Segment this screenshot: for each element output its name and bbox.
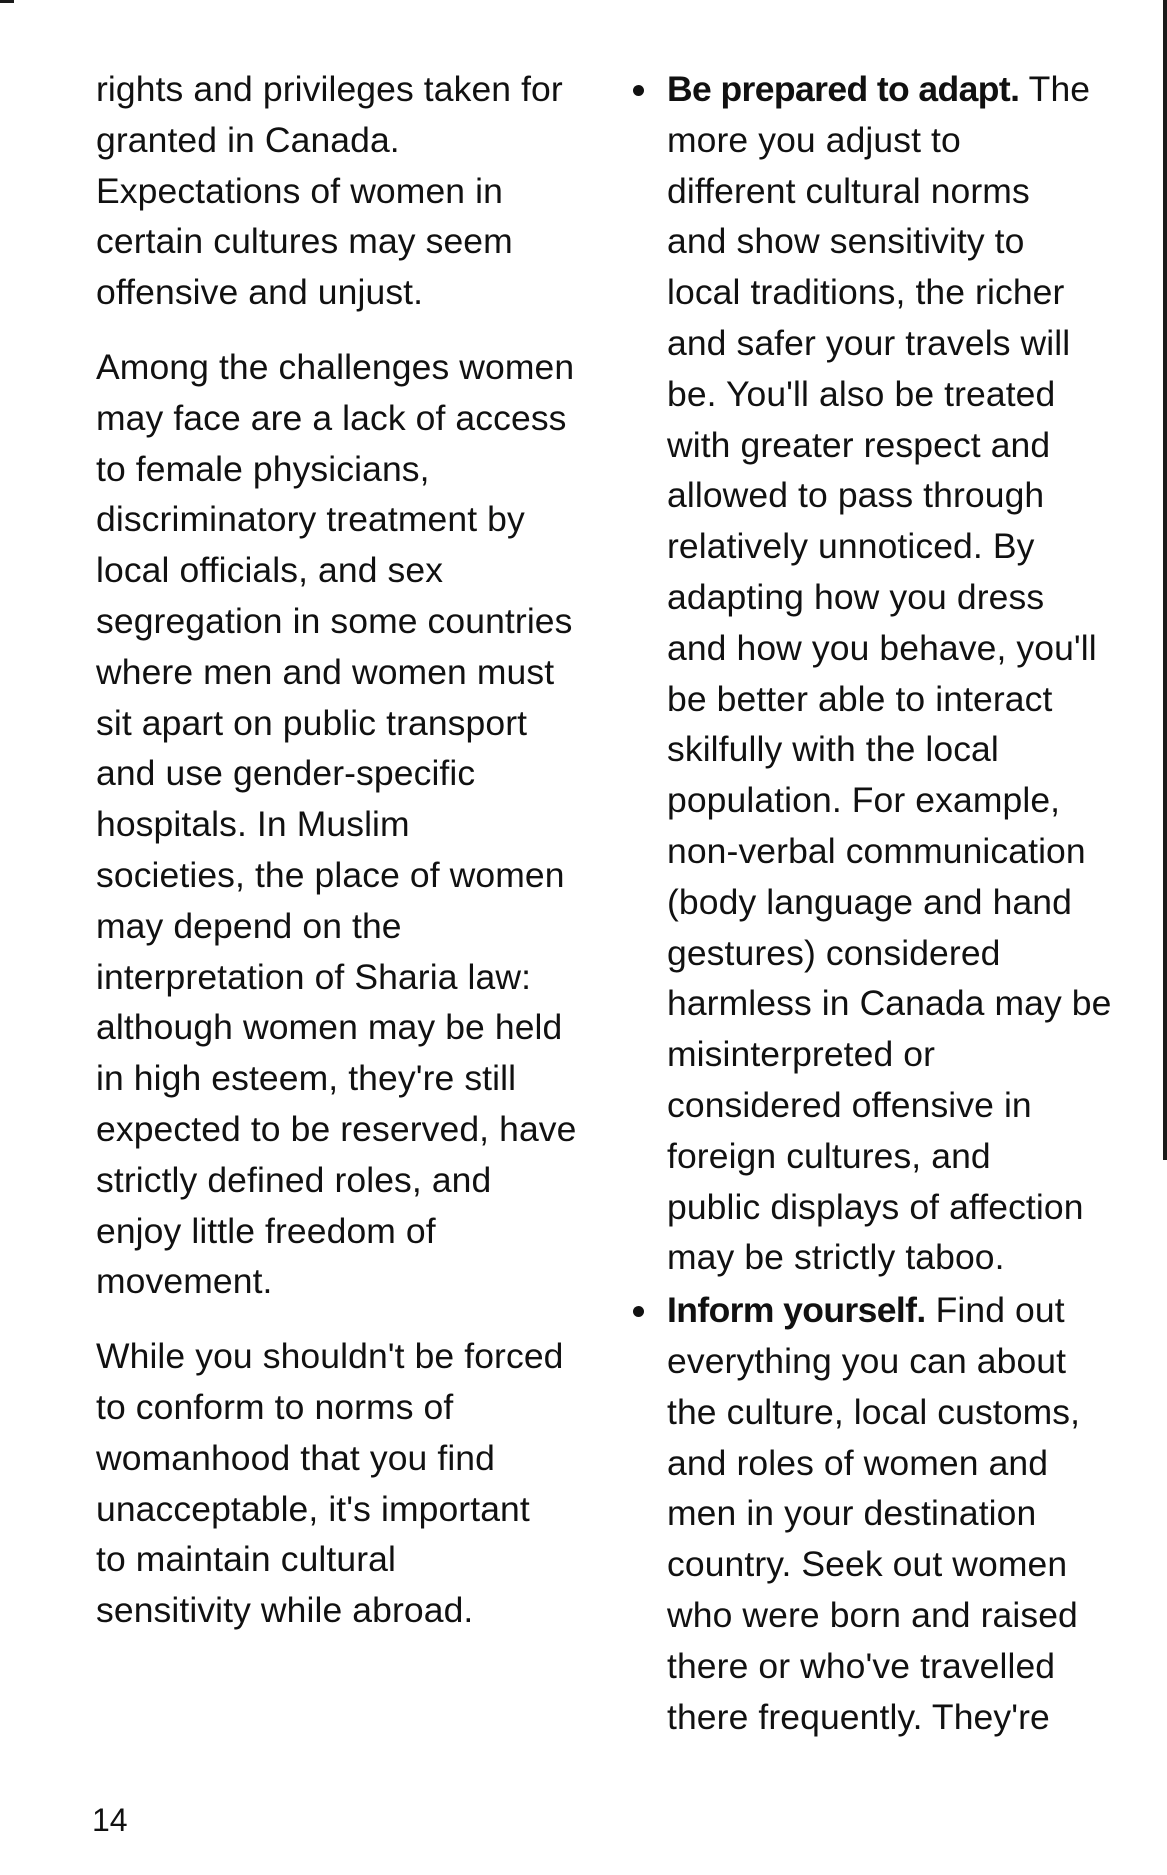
bullet-body: Find out everything you can about the culture, local customs, and roles of women and men in your destination country. Seek out women who were born and raised there or who've travelled there frequently. They're [667,1290,1081,1737]
bullet-item [631,1285,1151,1742]
bullet-text [667,1285,1151,1742]
bullet-lead: Be prepared to adapt. [667,69,1020,109]
bullet-text [667,64,1151,1283]
page-edge-rule [1163,0,1167,1160]
page-number: 14 [92,1802,128,1838]
right-column [631,64,1151,1744]
left-column [96,64,596,1660]
bullet-body: The more you adjust to different cultural norms and show sensitivity to local traditions, the richer and safer your travels will be. You'll also be treated with greater respect and allowed to pass through relatively unnoticed. By adapting how you dress and how you behave, you'll be better able to interact skilfully with the local population. For example, non-verbal communication (body language and hand gestures) considered harmless in Canada may be misinterpreted or considered offensive in foreign cultures, and public displays of affection may be strictly taboo. [667,69,1112,1278]
bullet-item [631,64,1151,1283]
bullet-icon [633,85,644,96]
paragraph: Among the challenges women may face are a lack of access to female physicians, discriminatory treatment by local officials, and sex segregation in some countries where men and women must sit apart on public transport and use gender-specific hospitals. In Muslim societies, the place of women may depend on the interpretation of Sharia law: although women may be held in high esteem, they're still expected to be reserved, have strictly defined roles, and enjoy little freedom of movement. [96,346,577,1302]
paragraph: rights and privileges taken for granted in Canada. Expectations of women in certain cultures may seem offensive and unjust. [96,69,563,313]
scan-mark [0,0,14,3]
paragraph: While you shouldn't be forced to conform to norms of womanhood that you find unacceptable, it's important to maintain cultural sensitivity while abroad. [96,1336,564,1631]
bullet-lead: Inform yourself. [667,1290,926,1331]
bullet-icon [633,1306,644,1317]
